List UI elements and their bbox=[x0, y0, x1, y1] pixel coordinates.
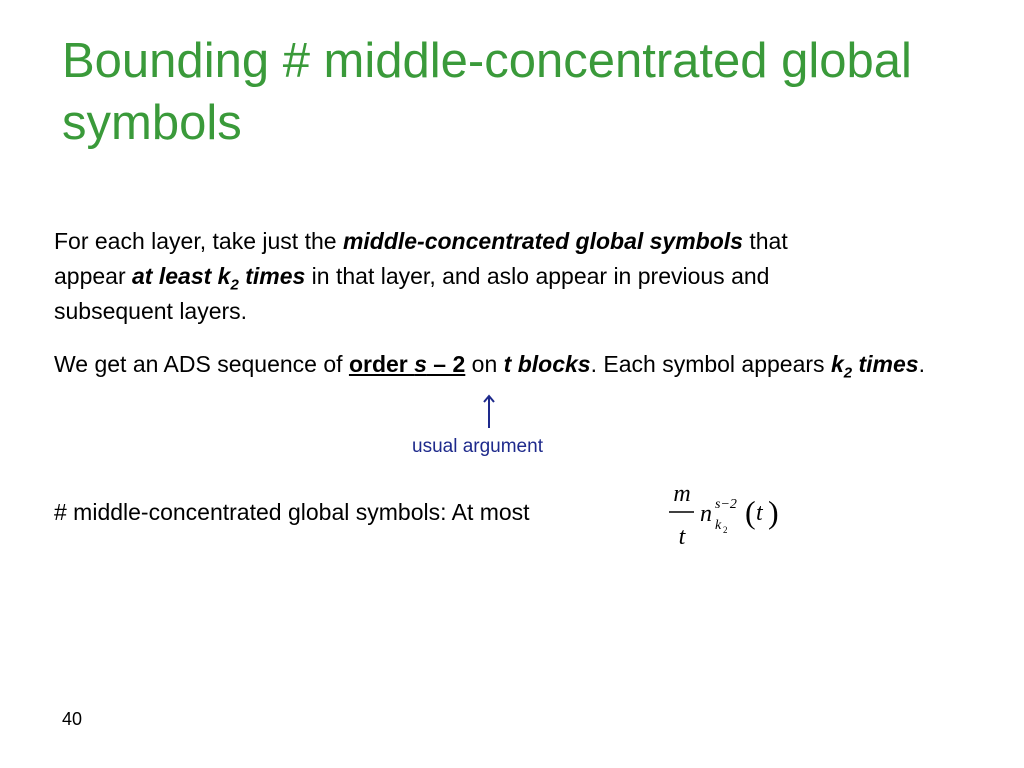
bound-formula bbox=[652, 478, 792, 558]
formula-numerator: m bbox=[673, 481, 691, 507]
para2-k: k bbox=[830, 351, 844, 377]
formula-superscript: s−2 bbox=[715, 497, 737, 512]
para1-emphasis-symbols: middle-concentrated global symbols bbox=[342, 228, 743, 254]
para2-text-1: We get an ADS sequence of bbox=[54, 351, 349, 377]
formula-argument: t bbox=[756, 500, 763, 526]
para2-minus-two: – 2 bbox=[426, 351, 466, 377]
page-number: 40 bbox=[62, 709, 83, 729]
up-arrow-icon bbox=[478, 393, 500, 429]
formula-open-paren: ( bbox=[745, 494, 756, 530]
para1-emphasis-at-least bbox=[132, 263, 306, 294]
para1-at-least-k: at least k bbox=[132, 263, 231, 289]
para2-period: . bbox=[918, 351, 925, 377]
para2-t-blocks: t blocks bbox=[503, 351, 591, 377]
para2-text-3: . Each symbol appears bbox=[590, 351, 831, 377]
formula-subscript-sub: 2 bbox=[723, 525, 728, 535]
para1-text-1: For each layer, take just the bbox=[54, 228, 343, 254]
formula-close-paren: ) bbox=[768, 494, 779, 530]
para1-times: times bbox=[238, 263, 306, 289]
para1-text-3: in that layer, and aslo appear in previous and subsequent layers. bbox=[54, 263, 770, 324]
formula-denominator: t bbox=[678, 524, 686, 550]
para2-times: times bbox=[852, 351, 919, 377]
formula-subscript: k bbox=[715, 518, 722, 533]
paragraph-layer-symbols bbox=[54, 224, 854, 329]
para2-order: order bbox=[348, 351, 415, 377]
para1-k-subscript: 2 bbox=[230, 276, 239, 294]
paragraph-bound: # middle-concentrated global symbols: At most bbox=[54, 499, 530, 525]
para2-s: s bbox=[414, 351, 427, 377]
para1-text-2: that appear bbox=[54, 228, 788, 289]
formula-base: n bbox=[700, 501, 712, 527]
para2-text-2: on bbox=[465, 351, 504, 377]
paragraph-ads-sequence bbox=[54, 347, 934, 382]
slide-title: Bounding # middle-concentrated global symbols bbox=[62, 34, 912, 150]
para2-k-subscript: 2 bbox=[843, 364, 853, 382]
annotation-usual-argument: usual argument bbox=[412, 436, 543, 457]
para2-k2-times bbox=[830, 351, 919, 382]
para2-order-underlined bbox=[349, 351, 465, 377]
